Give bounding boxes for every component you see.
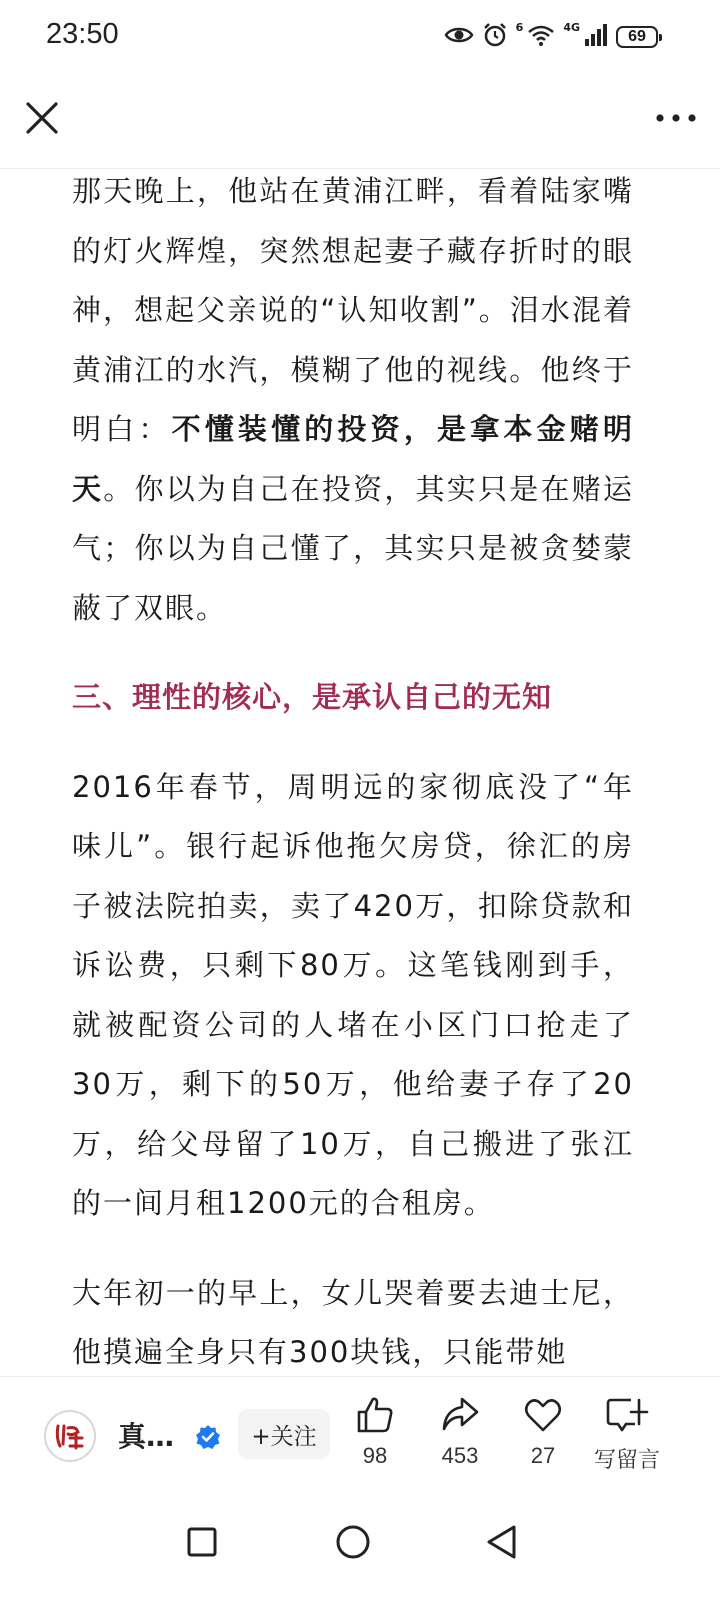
favorite-count: 27: [530, 1443, 556, 1468]
circle-icon: [325, 1514, 381, 1570]
comment-button[interactable]: [587, 1395, 667, 1474]
follow-button[interactable]: +关注: [238, 1409, 330, 1459]
avatar-logo-icon: [50, 1416, 90, 1456]
recent-apps-button[interactable]: [174, 1514, 230, 1570]
battery-level: 69: [628, 28, 646, 45]
wifi-label: 6: [515, 21, 524, 34]
heart-icon: [523, 1395, 563, 1435]
author-avatar[interactable]: [44, 1410, 96, 1462]
nav-bar: [0, 76, 720, 169]
article-body: [72, 162, 634, 1383]
status-time: 23:50: [46, 18, 119, 50]
share-button[interactable]: [420, 1395, 500, 1469]
share-count: 453: [441, 1443, 479, 1468]
more-button[interactable]: [652, 98, 700, 138]
close-button[interactable]: [18, 94, 66, 142]
verified-badge-icon: [195, 1424, 221, 1450]
bottom-action-bar: [0, 1376, 720, 1495]
status-icons: [444, 22, 658, 52]
paragraph-text: 。你以为自己在投资，其实只是在赌运气；你以为自己懂了，其实只是被贪婪蒙蔽了双眼。: [72, 471, 634, 625]
share-icon: [440, 1395, 480, 1435]
thumbs-up-icon: [355, 1395, 395, 1435]
home-button[interactable]: [325, 1514, 381, 1570]
paragraph-text: 那天晚上，他站在黄浦江畔，看着陆家嘴的灯火辉煌，突然想起妻子藏存折时的眼神，想起父亲说的“认知收割”。泪水混着黄浦江的水汽，模糊了他的视线。他终于明白：: [72, 174, 634, 446]
status-bar: [0, 0, 720, 76]
alarm-icon: [482, 22, 508, 52]
comment-add-icon: [605, 1395, 649, 1435]
article-paragraph: [72, 162, 634, 638]
section-heading: 三、理性的核心，是承认自己的无知: [72, 680, 553, 714]
article-paragraph: 2016年春节，周明远的家彻底没了“年味儿”。银行起诉他拖欠房贷，徐汇的房子被法院拍卖，卖了420万，扣除贷款和诉讼费，只剩下80万。这笔钱刚到手，就被配资公司的人堵在小区门口抢走了30万，剩下的50万，他给妻子存了20万，给父母留了10万，自己搬进了张江的一间月租1200元的合租房。: [72, 769, 634, 1220]
like-count: 98: [362, 1443, 388, 1468]
triangle-back-icon: [474, 1514, 530, 1570]
wifi-icon: [527, 24, 555, 50]
emphasis-text: 不懂装懂的投资，是拿本金赌明天: [72, 412, 634, 506]
signal-icon: [584, 24, 608, 50]
comment-label: 写留言: [593, 1448, 660, 1473]
square-icon: [174, 1514, 230, 1570]
eye-icon: [444, 24, 474, 50]
author-name[interactable]: 真…: [118, 1420, 175, 1453]
network-label: 4G: [563, 21, 580, 34]
battery-icon: [616, 26, 658, 48]
article-paragraph: 大年初一的早上，女儿哭着要去迪士尼，他摸遍全身只有300块钱，只能带她: [72, 1275, 634, 1369]
more-icon: [652, 98, 700, 138]
back-button[interactable]: [474, 1514, 530, 1570]
favorite-button[interactable]: [503, 1395, 583, 1469]
close-icon: [18, 94, 66, 142]
like-button[interactable]: [335, 1395, 415, 1469]
system-navigation-bar: [0, 1494, 720, 1602]
